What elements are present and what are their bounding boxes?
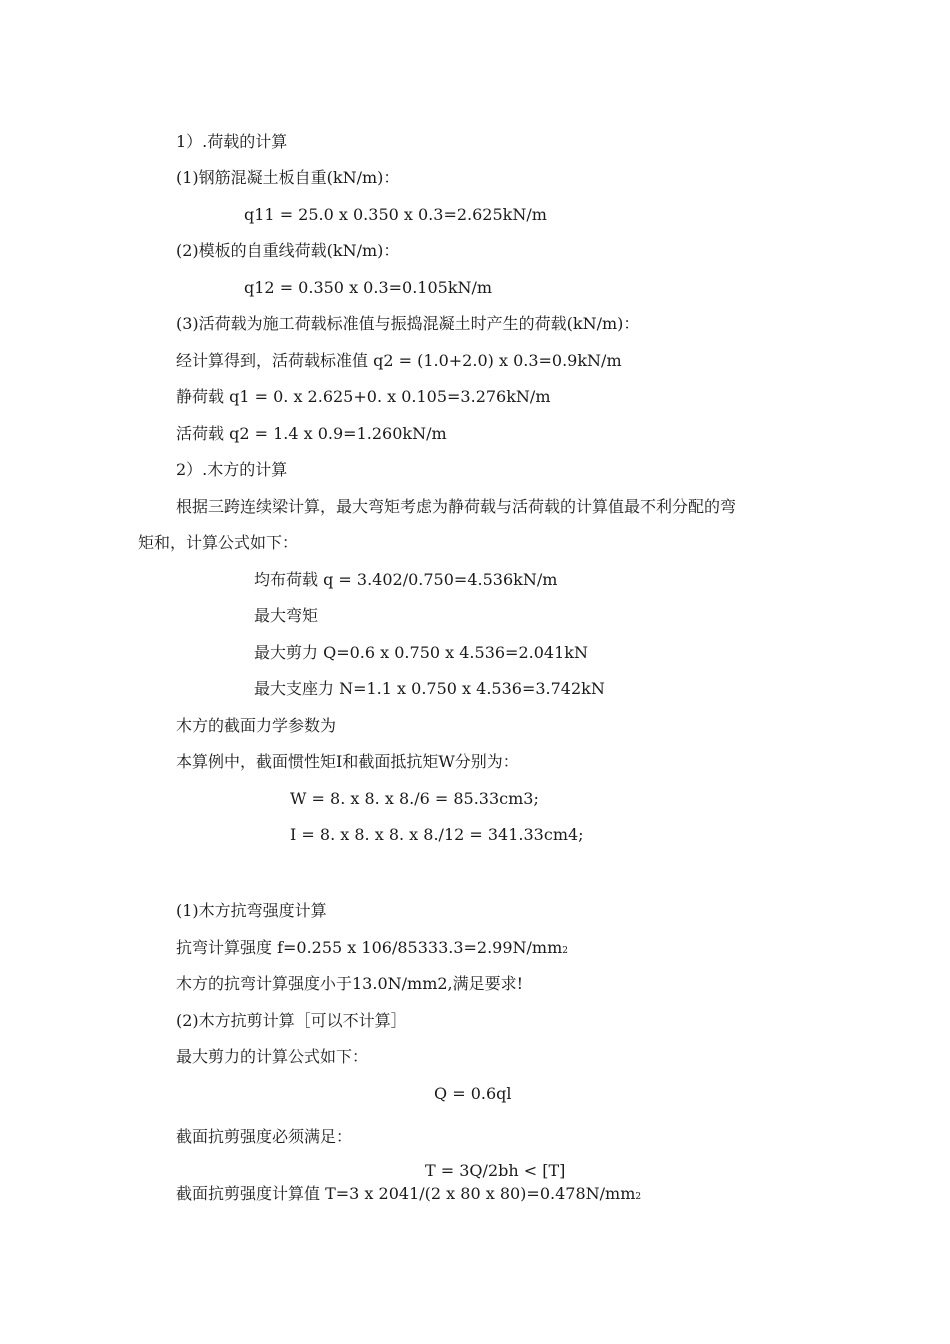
max-shear: 最大剪力 Q=0.6 x 0.750 x 4.536=2.041kN: [254, 643, 588, 662]
paragraph-line-2: 矩和，计算公式如下：: [138, 533, 299, 552]
section-1-title: 1）.荷载的计算: [176, 132, 288, 151]
shear-calc: [176, 1184, 641, 1207]
item-1-formula: q11 = 25.0 x 0.350 x 0.3=2.625kN/m: [244, 205, 547, 224]
item-3-label: (3)活荷载为施工荷载标准值与振捣混凝土时产生的荷载(kN/m)：: [176, 314, 640, 333]
shear-intro: 最大剪力的计算公式如下：: [176, 1047, 369, 1066]
shear-condition: 截面抗剪强度必须满足：: [176, 1127, 353, 1146]
live-load: 活荷载 q2 = 1.4 x 0.9=1.260kN/m: [176, 424, 447, 443]
static-load: 静荷载 q1 = 0. x 2.625+0. x 0.105=3.276kN/m: [176, 387, 551, 406]
section-params: 木方的截面力学参数为: [176, 716, 337, 735]
bending-calc-text: 抗弯计算强度 f=0.255 x 106/85333.3=2.99N/mm: [176, 938, 563, 957]
i-formula: I = 8. x 8. x 8. x 8./12 = 341.33cm4;: [290, 825, 584, 844]
max-moment: 最大弯矩: [254, 606, 319, 625]
section-2-title: 2）.木方的计算: [176, 460, 288, 479]
shear-title: (2)木方抗剪计算［可以不计算］: [176, 1011, 407, 1030]
w-formula: W = 8. x 8. x 8./6 = 85.33cm3;: [290, 789, 539, 808]
shear-formula: Q = 0.6ql: [434, 1084, 512, 1103]
item-2-label: (2)模板的自重线荷载(kN/m)：: [176, 241, 400, 260]
item-1-label: (1)钢筋混凝土板自重(kN/m)：: [176, 168, 400, 187]
shear-calc-subscript: 2: [635, 1192, 642, 1202]
bending-ok: 木方的抗弯计算强度小于13.0N/mm2,满足要求!: [176, 974, 524, 993]
bending-calc: [176, 938, 568, 961]
paragraph-line-1: 根据三跨连续梁计算，最大弯矩考虑为静荷载与活荷载的计算值最不利分配的弯: [176, 497, 737, 516]
shear-calc-text: 截面抗剪强度计算值 T=3 x 2041/(2 x 80 x 80)=0.478N/mm: [176, 1184, 636, 1203]
max-support-force: 最大支座力 N=1.1 x 0.750 x 4.536=3.742kN: [254, 679, 605, 698]
bending-title: (1)木方抗弯强度计算: [176, 901, 327, 920]
bending-calc-subscript: 2: [562, 946, 569, 956]
shear-inequality: T = 3Q/2bh < [T]: [425, 1161, 566, 1180]
live-load-standard: 经计算得到，活荷载标准值 q2 = (1.0+2.0) x 0.3=0.9kN/m: [176, 351, 622, 370]
uniform-load: 均布荷载 q = 3.402/0.750=4.536kN/m: [254, 570, 558, 589]
inertia-intro: 本算例中，截面惯性矩I和截面抵抗矩W分别为：: [176, 752, 519, 771]
item-2-formula: q12 = 0.350 x 0.3=0.105kN/m: [244, 278, 493, 297]
